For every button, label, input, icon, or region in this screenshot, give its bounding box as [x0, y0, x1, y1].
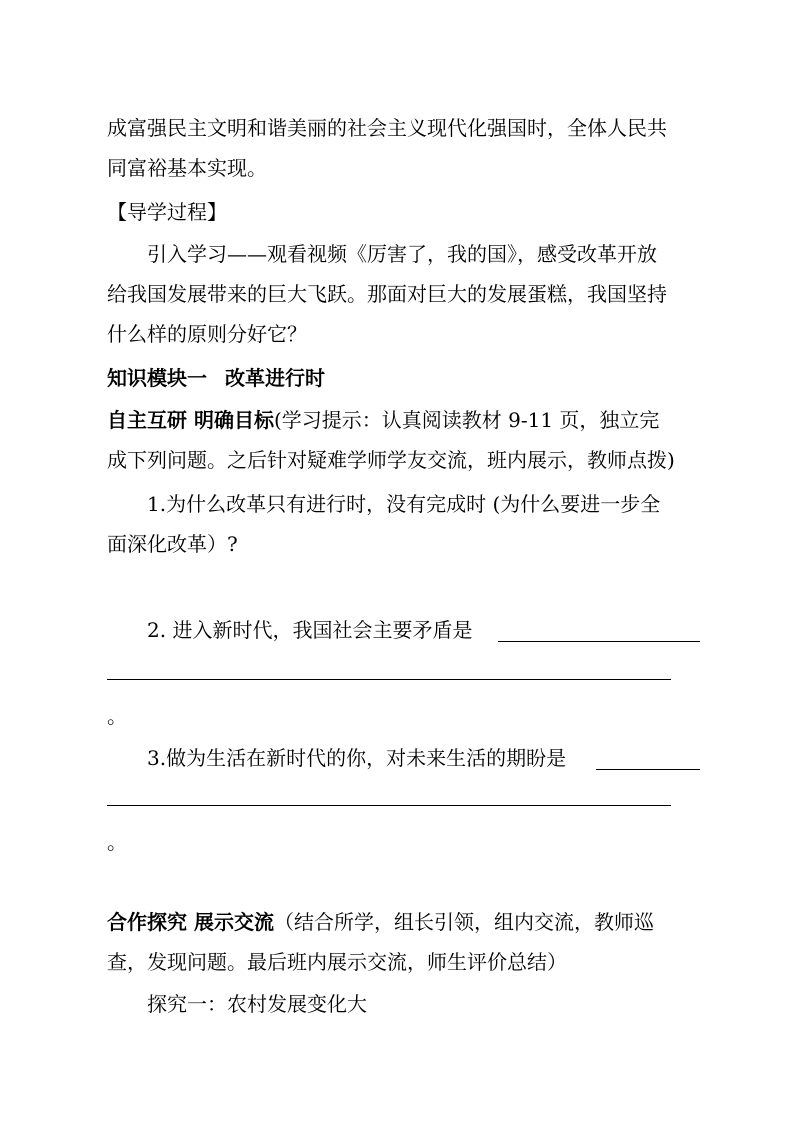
explore-1-heading: 探究一：农村发展变化大 — [147, 992, 367, 1016]
question-2-text: 2. 进入新时代，我国社会主要矛盾是 — [147, 618, 473, 642]
question-3-text: 3.做为生活在新时代的你，对未来生活的期盼是 — [147, 746, 567, 770]
coop-line-1 — [107, 908, 654, 936]
coop-title: 合作探究 展示交流 — [107, 910, 274, 934]
self-study-hint-2: 成下列问题。之后针对疑难学师学友交流，班内展示，教师点拨) — [107, 448, 675, 472]
question-2-answer-line[interactable] — [107, 679, 671, 680]
guide-heading: 【导学过程】 — [107, 200, 227, 224]
self-study-title: 自主互研 明确目标 — [107, 408, 274, 432]
question-3-end-mark: 。 — [107, 830, 127, 854]
self-study-line-1 — [107, 406, 659, 434]
intro-paragraph-line-2: 同富裕基本实现。 — [107, 156, 267, 180]
intro-study-line-3: 什么样的原则分好它？ — [107, 322, 307, 346]
intro-study-line-1: 引入学习——观看视频《厉害了，我的国》，感受改革开放 — [147, 242, 657, 266]
coop-hint-1: （结合所学，组长引领，组内交流，教师巡 — [273, 910, 654, 934]
module-heading — [107, 364, 325, 392]
self-study-hint-1: (学习提示：认真阅读教材 9-11 页，独立完 — [273, 408, 660, 432]
intro-paragraph-line-1: 成富强民主文明和谐美丽的社会主义现代化强国时，全体人民共 — [107, 116, 667, 140]
question-1-line-1: 1.为什么改革只有进行时，没有完成时 (为什么要进一步全 — [147, 492, 661, 516]
module-label: 知识模块一 — [107, 366, 207, 390]
module-title: 改革进行时 — [225, 366, 325, 390]
coop-hint-2: 查，发现问题。最后班内展示交流，师生评价总结） — [107, 950, 567, 974]
intro-study-line-2: 给我国发展带来的巨大飞跃。那面对巨大的发展蛋糕，我国坚持 — [107, 282, 667, 306]
question-2-end-mark: 。 — [107, 704, 127, 728]
question-3-answer-blank[interactable] — [596, 769, 700, 770]
question-3-answer-line[interactable] — [107, 805, 671, 806]
question-1-line-2: 面深化改革）? — [107, 532, 238, 556]
question-2-answer-blank[interactable] — [498, 641, 700, 642]
